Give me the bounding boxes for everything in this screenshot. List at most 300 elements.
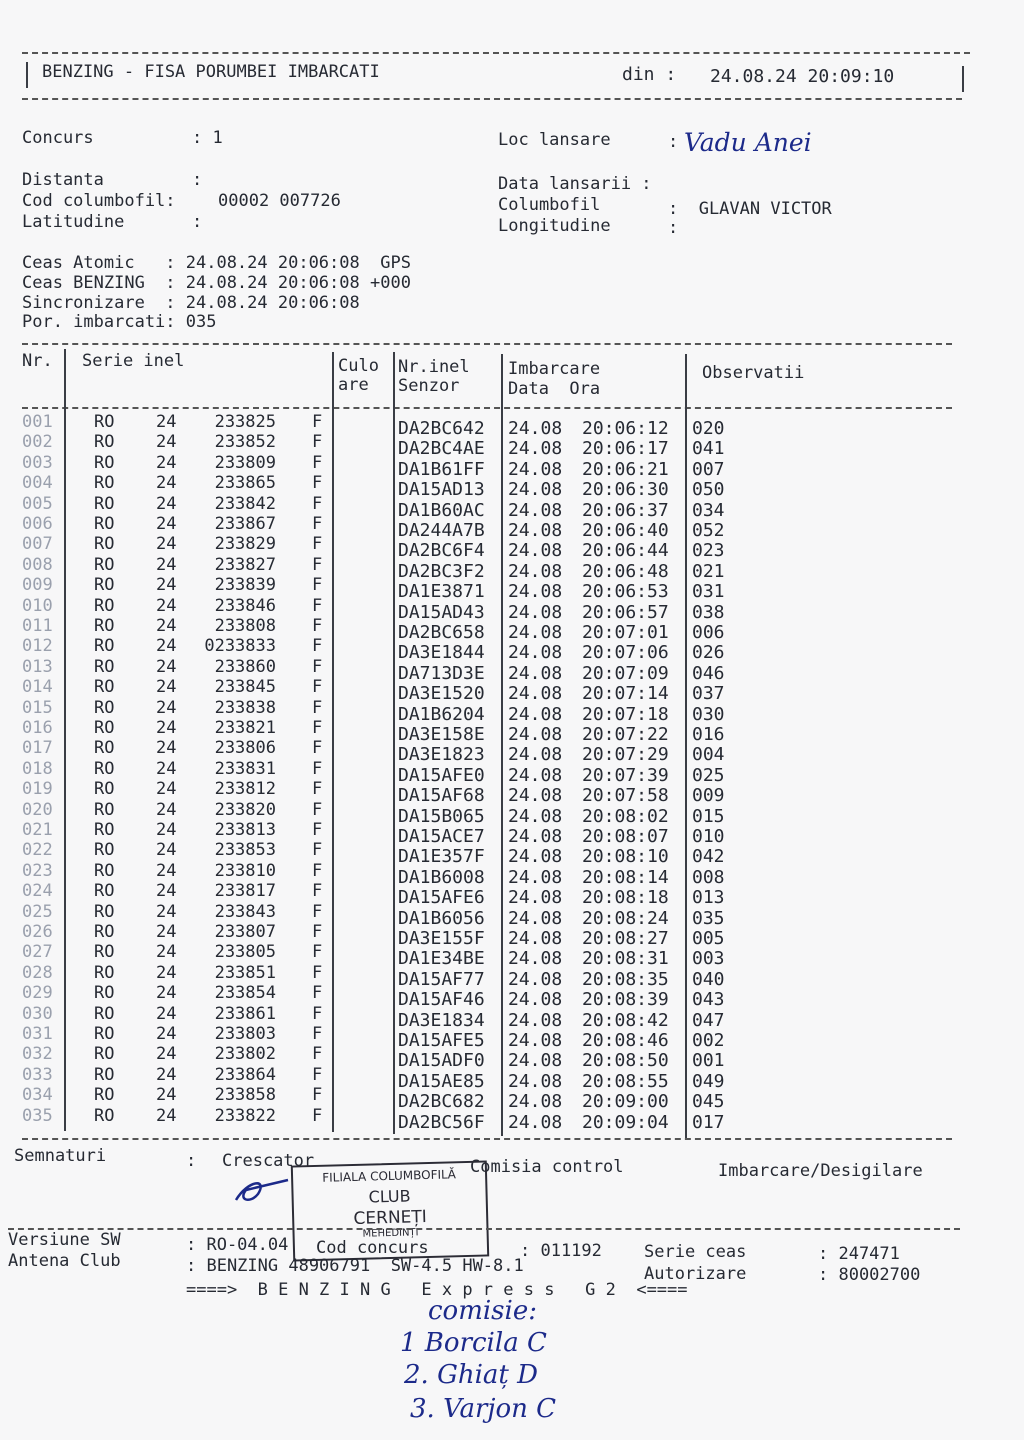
- cell-ora: 20:08:24: [582, 907, 669, 929]
- cell-tara: RO: [94, 452, 115, 473]
- columbofil-label: Columbofil: [498, 195, 601, 215]
- crescator-label: Crescator: [222, 1151, 315, 1171]
- cell-sex: F: [312, 1105, 323, 1126]
- cell-ora: 20:07:22: [582, 724, 669, 745]
- cell-sex: F: [312, 493, 323, 514]
- cell-inel: 233810: [214, 860, 276, 881]
- cell-nr: 014: [22, 677, 53, 698]
- cell-senzor: DA15ADF0: [398, 1050, 485, 1072]
- cell-sex: F: [312, 595, 323, 616]
- cell-tara: RO: [94, 820, 115, 840]
- cell-nr: 024: [22, 881, 53, 902]
- cell-an: 24: [156, 983, 177, 1004]
- cell-obs: 047: [692, 1009, 725, 1031]
- cell-tara: RO: [94, 718, 115, 738]
- cell-sex: F: [312, 677, 323, 698]
- stamp-line-3: CERNEȚI: [353, 1207, 428, 1229]
- cell-ora: 20:06:30: [582, 479, 669, 501]
- cell-tara: RO: [94, 922, 115, 942]
- cell-nr: 027: [22, 942, 53, 963]
- distanta-label: Distanta: [22, 170, 104, 190]
- table-row: [0, 860, 1024, 888]
- cell-ora: 20:08:55: [582, 1070, 669, 1092]
- cell-sex: F: [312, 616, 323, 636]
- cell-tara: RO: [94, 1085, 115, 1106]
- date-label: din :: [622, 64, 677, 85]
- cell-tara: RO: [94, 493, 115, 514]
- cell-sex: F: [312, 656, 323, 677]
- table-row: [0, 595, 1024, 623]
- header-bottom-border: [22, 98, 962, 100]
- cell-sex: F: [312, 881, 323, 902]
- ceas-atomic-line: Ceas Atomic : 24.08.24 20:06:08 GPS: [22, 253, 411, 273]
- cell-an: 24: [156, 1085, 177, 1106]
- cell-senzor: DA15AF68: [398, 785, 485, 807]
- table-row: [0, 758, 1024, 786]
- cell-obs: 009: [692, 785, 725, 807]
- table-row: [0, 677, 1024, 705]
- cell-senzor: DA1B6008: [398, 866, 485, 888]
- cell-ora: 20:08:14: [582, 866, 669, 888]
- cell-an: 24: [156, 1024, 177, 1044]
- cell-obs: 015: [692, 805, 725, 827]
- stamp-line-1: FILIALA COLUMBOFILĂ: [322, 1167, 457, 1185]
- cell-inel: 233820: [214, 799, 276, 820]
- loc-lansare-label: Loc lansare: [498, 130, 611, 150]
- cell-ora: 20:08:27: [582, 928, 669, 949]
- cell-nr: 026: [22, 922, 53, 942]
- cell-tara: RO: [94, 1105, 115, 1126]
- cell-nr: 035: [22, 1105, 53, 1126]
- cell-senzor: DA2BC3F2: [398, 560, 485, 582]
- cell-an: 24: [156, 758, 177, 779]
- document-title: BENZING - FISA PORUMBEI IMBARCATI: [42, 62, 380, 82]
- cell-obs: 004: [692, 744, 725, 766]
- cell-senzor: DA1B60AC: [398, 499, 485, 521]
- cell-an: 24: [156, 412, 177, 432]
- cell-an: 24: [156, 595, 177, 616]
- cell-obs: 025: [692, 764, 725, 786]
- cell-nr: 029: [22, 983, 53, 1004]
- ceas-benzing-line: Ceas BENZING : 24.08.24 20:06:08 +000: [22, 273, 411, 293]
- cell-an: 24: [156, 840, 177, 861]
- cell-inel: 233831: [214, 758, 276, 779]
- cell-ora: 20:08:10: [582, 846, 669, 868]
- cell-data: 24.08: [508, 1111, 563, 1133]
- cell-ora: 20:06:57: [582, 601, 669, 623]
- cell-obs: 006: [692, 622, 725, 643]
- stamp-line-2: CLUB: [368, 1186, 411, 1207]
- cell-tara: RO: [94, 554, 115, 575]
- cell-obs: 008: [692, 866, 725, 888]
- cell-tara: RO: [94, 881, 115, 902]
- table-row: [0, 1105, 1024, 1133]
- cell-nr: 007: [22, 534, 53, 555]
- table-row: [0, 636, 1024, 664]
- cell-inel: 233865: [214, 473, 276, 494]
- cell-an: 24: [156, 738, 177, 759]
- cell-tara: RO: [94, 412, 115, 432]
- cell-data: 24.08: [508, 662, 563, 684]
- cell-an: 24: [156, 493, 177, 514]
- cell-ora: 20:08:39: [582, 989, 669, 1011]
- cell-nr: 033: [22, 1064, 53, 1085]
- cell-data: 24.08: [508, 744, 563, 766]
- table-row: [0, 901, 1024, 929]
- cell-ora: 20:07:29: [582, 744, 669, 766]
- cell-tara: RO: [94, 799, 115, 820]
- benzing-express-banner: ====> B E N Z I N G E x p r e s s G 2 <====: [186, 1280, 688, 1300]
- cell-sex: F: [312, 432, 323, 453]
- cell-tara: RO: [94, 677, 115, 698]
- cell-ora: 20:09:04: [582, 1111, 669, 1133]
- cell-an: 24: [156, 452, 177, 473]
- col-header-culoare-1: Culo: [338, 356, 379, 376]
- cell-inel: 233851: [214, 962, 276, 983]
- concurs-label: Concurs: [22, 128, 94, 148]
- cell-sex: F: [312, 738, 323, 759]
- cell-senzor: DA244A7B: [398, 520, 485, 541]
- cell-inel: 233809: [214, 452, 276, 473]
- cod-columbofil-value: 00002 007726: [218, 191, 341, 211]
- columbofil-value: : GLAVAN VICTOR: [668, 199, 832, 219]
- versiune-sw-label: Versiune SW: [8, 1230, 121, 1250]
- table-row: [0, 881, 1024, 909]
- cell-senzor: DA15AFE5: [398, 1030, 485, 1051]
- cell-data: 24.08: [508, 438, 563, 460]
- cell-sex: F: [312, 718, 323, 738]
- table-row: [0, 432, 1024, 460]
- cell-senzor: DA1B61FF: [398, 458, 485, 480]
- cell-ora: 20:07:39: [582, 764, 669, 786]
- cell-sex: F: [312, 962, 323, 983]
- cell-ora: 20:06:17: [582, 438, 669, 460]
- header-top-border: [22, 52, 970, 54]
- cell-senzor: DA2BC4AE: [398, 438, 485, 460]
- cell-an: 24: [156, 575, 177, 596]
- cell-obs: 034: [692, 499, 725, 521]
- cell-senzor: DA2BC6F4: [398, 540, 485, 562]
- table-row: [0, 575, 1024, 603]
- cell-ora: 20:07:06: [582, 642, 669, 664]
- cell-senzor: DA3E158E: [398, 724, 485, 745]
- table-row: [0, 656, 1024, 684]
- header-left-border: [26, 62, 28, 88]
- cell-data: 24.08: [508, 989, 563, 1011]
- cell-senzor: DA713D3E: [398, 662, 485, 684]
- cell-senzor: DA1E34BE: [398, 948, 485, 970]
- cell-sex: F: [312, 820, 323, 840]
- cell-sex: F: [312, 1024, 323, 1044]
- serie-ceas-label: Serie ceas: [644, 1242, 747, 1262]
- data-lansarii-label: Data lansarii :: [498, 174, 652, 194]
- cell-obs: 003: [692, 948, 725, 970]
- cell-inel: 233861: [214, 1003, 276, 1024]
- col-header-nr-inel: Nr.inel: [398, 357, 470, 377]
- col-header-observatii: Observatii: [702, 363, 805, 383]
- loc-lansare-handwritten: Vadu Anei: [684, 128, 812, 157]
- cell-inel: 233817: [214, 881, 276, 902]
- cell-data: 24.08: [508, 540, 563, 562]
- semnaturi-label: Semnaturi: [14, 1146, 107, 1166]
- table-row: [0, 616, 1024, 643]
- sincronizare-line: Sincronizare : 24.08.24 20:06:08: [22, 293, 360, 313]
- longitudine-label: Longitudine: [498, 216, 611, 236]
- cell-inel: 233854: [214, 983, 276, 1004]
- cell-inel: 233802: [214, 1044, 276, 1065]
- cell-inel: 233829: [214, 534, 276, 555]
- loc-lansare-colon: :: [668, 132, 679, 152]
- col-header-data-ora: Data Ora: [508, 379, 601, 399]
- cell-ora: 20:06:53: [582, 581, 669, 603]
- cell-an: 24: [156, 1105, 177, 1126]
- cell-obs: 031: [692, 581, 725, 603]
- cell-data: 24.08: [508, 581, 563, 603]
- cell-obs: 052: [692, 520, 725, 541]
- cell-nr: 028: [22, 962, 53, 983]
- cell-data: 24.08: [508, 1050, 563, 1072]
- cell-sex: F: [312, 1085, 323, 1106]
- cell-data: 24.08: [508, 1070, 563, 1092]
- cell-tara: RO: [94, 595, 115, 616]
- cell-nr: 001: [22, 412, 53, 432]
- cell-an: 24: [156, 881, 177, 902]
- cell-sex: F: [312, 860, 323, 881]
- cell-obs: 026: [692, 642, 725, 664]
- cell-nr: 010: [22, 595, 53, 616]
- cell-inel: 233867: [214, 514, 276, 534]
- cell-sex: F: [312, 942, 323, 963]
- latitudine-value: :: [192, 212, 203, 232]
- cod-concurs-label: Cod concurs: [316, 1238, 429, 1258]
- cell-inel: 233825: [214, 412, 276, 432]
- cell-data: 24.08: [508, 458, 563, 480]
- cell-obs: 010: [692, 826, 725, 847]
- table-row: [0, 922, 1024, 949]
- cell-senzor: DA15AFE6: [398, 887, 485, 909]
- cell-tara: RO: [94, 738, 115, 759]
- cell-senzor: DA3E1823: [398, 744, 485, 766]
- cell-inel: 233812: [214, 779, 276, 800]
- cell-data: 24.08: [508, 683, 563, 705]
- cell-obs: 050: [692, 479, 725, 501]
- porumbei-imbarcati-line: Por. imbarcati: 035: [22, 312, 217, 332]
- stamp-line-4: MEHEDINȚI: [362, 1227, 419, 1240]
- concurs-value: : 1: [192, 128, 223, 148]
- table-row: [0, 942, 1024, 970]
- cell-ora: 20:08:07: [582, 826, 669, 847]
- cell-tara: RO: [94, 1064, 115, 1085]
- cell-an: 24: [156, 514, 177, 534]
- cell-obs: 007: [692, 458, 725, 480]
- cell-data: 24.08: [508, 1091, 563, 1113]
- cell-nr: 013: [22, 656, 53, 677]
- cell-an: 24: [156, 718, 177, 738]
- cell-an: 24: [156, 942, 177, 963]
- cell-an: 24: [156, 1003, 177, 1024]
- cell-tara: RO: [94, 901, 115, 922]
- table-row: [0, 1085, 1024, 1113]
- cell-senzor: DA1E3871: [398, 581, 485, 603]
- cell-data: 24.08: [508, 560, 563, 582]
- cell-an: 24: [156, 432, 177, 453]
- cell-nr: 019: [22, 779, 53, 800]
- table-row: [0, 779, 1024, 807]
- cell-inel: 233853: [214, 840, 276, 861]
- cell-inel: 233838: [214, 697, 276, 718]
- cell-senzor: DA2BC658: [398, 622, 485, 643]
- cell-data: 24.08: [508, 703, 563, 725]
- cell-ora: 20:08:42: [582, 1009, 669, 1031]
- antena-club-label: Antena Club: [8, 1251, 121, 1271]
- cell-ora: 20:07:09: [582, 662, 669, 684]
- cell-obs: 042: [692, 846, 725, 868]
- cell-sex: F: [312, 922, 323, 942]
- cell-senzor: DA15ACE7: [398, 826, 485, 847]
- cell-nr: 003: [22, 452, 53, 473]
- cell-tara: RO: [94, 616, 115, 636]
- cell-senzor: DA2BC56F: [398, 1111, 485, 1133]
- cell-data: 24.08: [508, 907, 563, 929]
- cell-inel: 233845: [214, 677, 276, 698]
- cell-tara: RO: [94, 636, 115, 657]
- cell-sex: F: [312, 799, 323, 820]
- cell-an: 24: [156, 922, 177, 942]
- cell-inel: 233843: [214, 901, 276, 922]
- cell-data: 24.08: [508, 601, 563, 623]
- cell-data: 24.08: [508, 499, 563, 521]
- cell-obs: 035: [692, 907, 725, 929]
- cell-nr: 009: [22, 575, 53, 596]
- cell-ora: 20:06:44: [582, 540, 669, 562]
- table-row: [0, 697, 1024, 725]
- cell-nr: 004: [22, 473, 53, 494]
- table-row: [0, 799, 1024, 827]
- cell-tara: RO: [94, 656, 115, 677]
- cell-tara: RO: [94, 962, 115, 983]
- cell-nr: 005: [22, 493, 53, 514]
- cell-inel: 233864: [214, 1064, 276, 1085]
- table-row: [0, 1064, 1024, 1092]
- cell-nr: 012: [22, 636, 53, 657]
- cell-senzor: DA1E357F: [398, 846, 485, 868]
- table-row: [0, 840, 1024, 868]
- cell-tara: RO: [94, 983, 115, 1004]
- cell-data: 24.08: [508, 928, 563, 949]
- cell-obs: 030: [692, 703, 725, 725]
- cell-senzor: DA15AF77: [398, 968, 485, 990]
- longitudine-value: :: [668, 218, 679, 238]
- cell-senzor: DA1B6204: [398, 703, 485, 725]
- cell-tara: RO: [94, 758, 115, 779]
- cell-obs: 020: [692, 418, 725, 439]
- cell-inel: 233821: [214, 718, 276, 738]
- cell-tara: RO: [94, 840, 115, 861]
- col-header-senzor: Senzor: [398, 376, 460, 396]
- cell-an: 24: [156, 554, 177, 575]
- cod-concurs-value: : 011192: [520, 1241, 602, 1261]
- cell-tara: RO: [94, 697, 115, 718]
- cell-tara: RO: [94, 575, 115, 596]
- cell-ora: 20:08:18: [582, 887, 669, 909]
- cell-senzor: DA15AF46: [398, 989, 485, 1011]
- table-header-top-border: [22, 343, 952, 345]
- table-row: [0, 983, 1024, 1011]
- cell-data: 24.08: [508, 887, 563, 909]
- col-header-serie-inel: Serie inel: [82, 351, 185, 371]
- col-header-nr: Nr.: [22, 351, 53, 371]
- cell-obs: 037: [692, 683, 725, 705]
- cell-an: 24: [156, 636, 177, 657]
- table-header-bottom-border: [22, 407, 952, 409]
- cell-obs: 001: [692, 1050, 725, 1072]
- cell-an: 24: [156, 677, 177, 698]
- cell-obs: 005: [692, 928, 725, 949]
- cell-nr: 022: [22, 840, 53, 861]
- imbarcare-desigilare-label: Imbarcare/Desigilare: [718, 1161, 923, 1181]
- cell-obs: 013: [692, 887, 725, 909]
- cell-ora: 20:08:46: [582, 1030, 669, 1051]
- cell-ora: 20:06:37: [582, 499, 669, 521]
- cell-an: 24: [156, 820, 177, 840]
- cell-data: 24.08: [508, 826, 563, 847]
- cell-obs: 038: [692, 601, 725, 623]
- cell-senzor: DA3E1834: [398, 1009, 485, 1031]
- handwritten-member-1: 1 Borcila C: [400, 1328, 547, 1358]
- date-value: 24.08.24 20:09:10: [710, 66, 895, 87]
- cell-ora: 20:07:58: [582, 785, 669, 807]
- cell-data: 24.08: [508, 479, 563, 501]
- cell-nr: 016: [22, 718, 53, 738]
- cell-sex: F: [312, 758, 323, 779]
- cell-tara: RO: [94, 534, 115, 555]
- cell-tara: RO: [94, 473, 115, 494]
- table-row: [0, 1003, 1024, 1031]
- cell-data: 24.08: [508, 1030, 563, 1051]
- autorizare-label: Autorizare: [644, 1264, 747, 1284]
- table-row: [0, 514, 1024, 541]
- handwritten-comisie: comisie:: [428, 1296, 537, 1326]
- cell-tara: RO: [94, 860, 115, 881]
- cell-sex: F: [312, 983, 323, 1004]
- cell-nr: 015: [22, 697, 53, 718]
- cell-an: 24: [156, 1044, 177, 1065]
- cell-data: 24.08: [508, 968, 563, 990]
- cell-an: 24: [156, 473, 177, 494]
- footer-top-border: [8, 1228, 960, 1230]
- cell-inel: 233842: [214, 493, 276, 514]
- cell-tara: RO: [94, 1024, 115, 1044]
- cell-data: 24.08: [508, 622, 563, 643]
- cell-obs: 016: [692, 724, 725, 745]
- cell-data: 24.08: [508, 642, 563, 664]
- cell-sex: F: [312, 1044, 323, 1065]
- antena-club-value: : BENZING 48906791 SW-4.5 HW-8.1: [186, 1256, 524, 1276]
- cell-nr: 021: [22, 820, 53, 840]
- cell-inel: 233808: [214, 616, 276, 636]
- cell-inel: 233813: [214, 820, 276, 840]
- cell-an: 24: [156, 697, 177, 718]
- cell-an: 24: [156, 860, 177, 881]
- cell-an: 24: [156, 656, 177, 677]
- cell-ora: 20:08:50: [582, 1050, 669, 1072]
- cell-senzor: DA3E1844: [398, 642, 485, 664]
- cell-tara: RO: [94, 1003, 115, 1024]
- cell-data: 24.08: [508, 724, 563, 745]
- table-row: [0, 534, 1024, 562]
- cell-an: 24: [156, 779, 177, 800]
- table-row: [0, 412, 1024, 439]
